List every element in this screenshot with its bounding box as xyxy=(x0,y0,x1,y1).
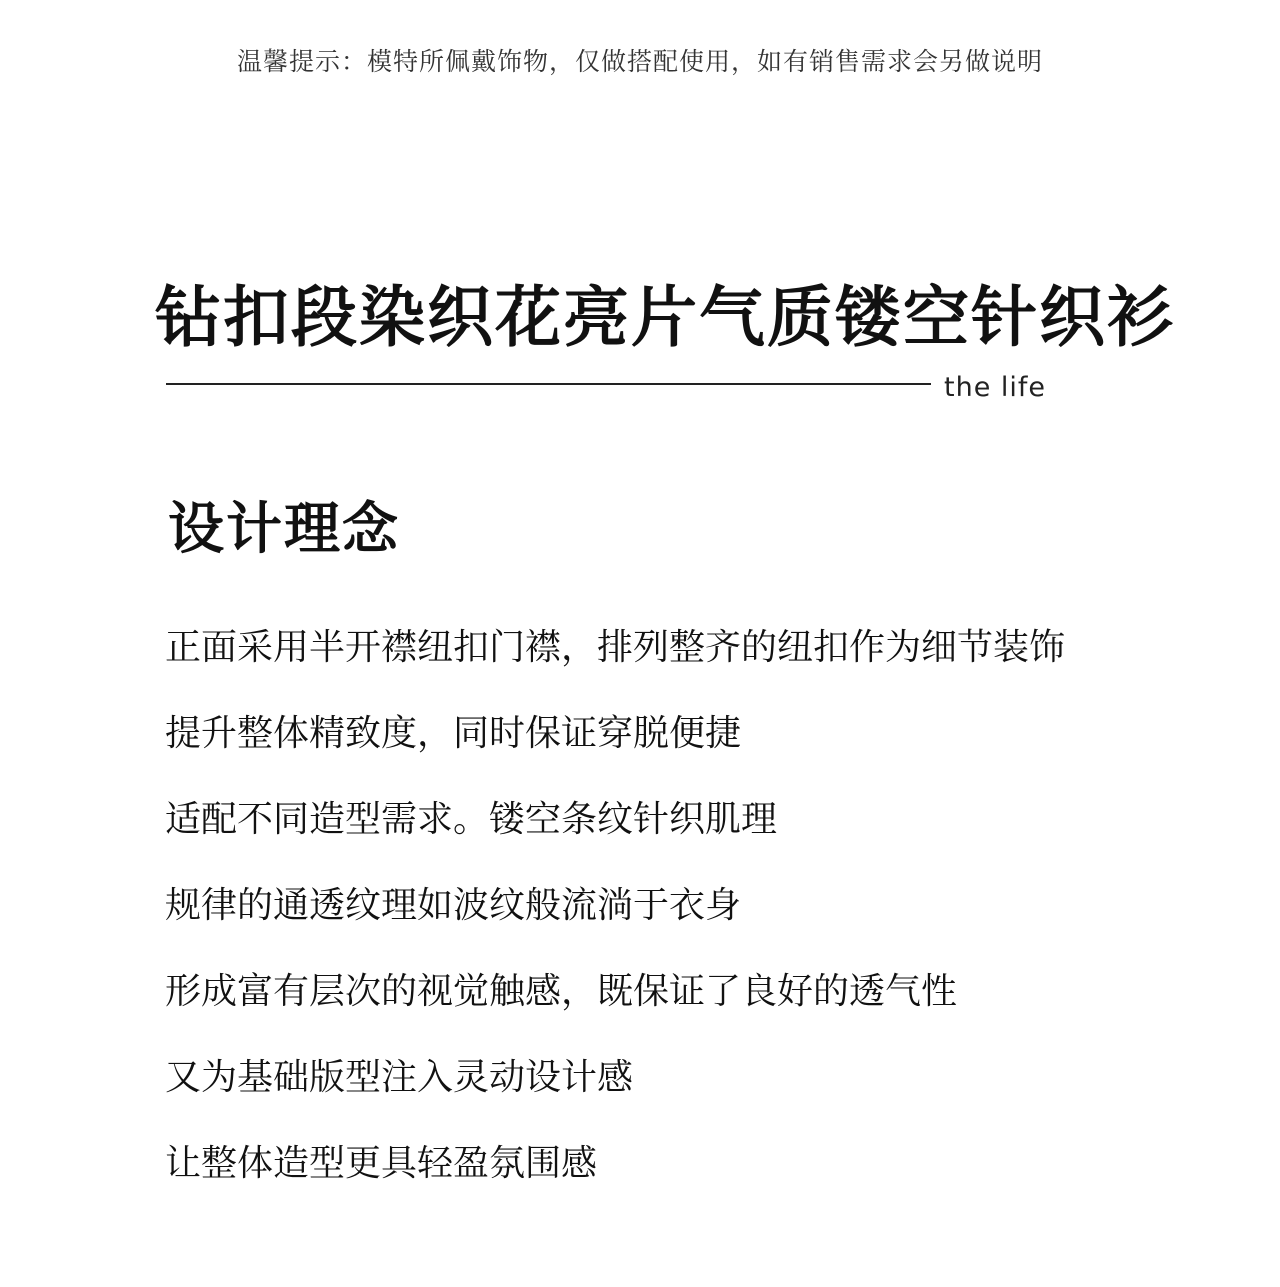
description-line: 让整体造型更具轻盈氛围感 xyxy=(165,1143,598,1184)
description-line: 适配不同造型需求。镂空条纹针织肌理 xyxy=(165,799,778,840)
title-divider xyxy=(166,383,931,385)
section-heading: 设计理念 xyxy=(168,497,400,562)
design-description xyxy=(165,622,1165,1224)
tagline: the life xyxy=(944,372,1047,403)
description-line: 又为基础版型注入灵动设计感 xyxy=(165,1057,634,1098)
description-line: 形成富有层次的视觉触感，既保证了良好的透气性 xyxy=(165,971,958,1012)
description-line: 提升整体精致度，同时保证穿脱便捷 xyxy=(165,713,742,754)
description-line: 规律的通透纹理如波纹般流淌于衣身 xyxy=(165,885,742,926)
product-title: 钻扣段染织花亮片气质镂空针织衫 xyxy=(155,279,1175,356)
notice-text: 温馨提示：模特所佩戴饰物，仅做搭配使用，如有销售需求会另做说明 xyxy=(236,47,1043,76)
description-line: 正面采用半开襟纽扣门襟，排列整齐的纽扣作为细节装饰 xyxy=(165,627,1066,668)
